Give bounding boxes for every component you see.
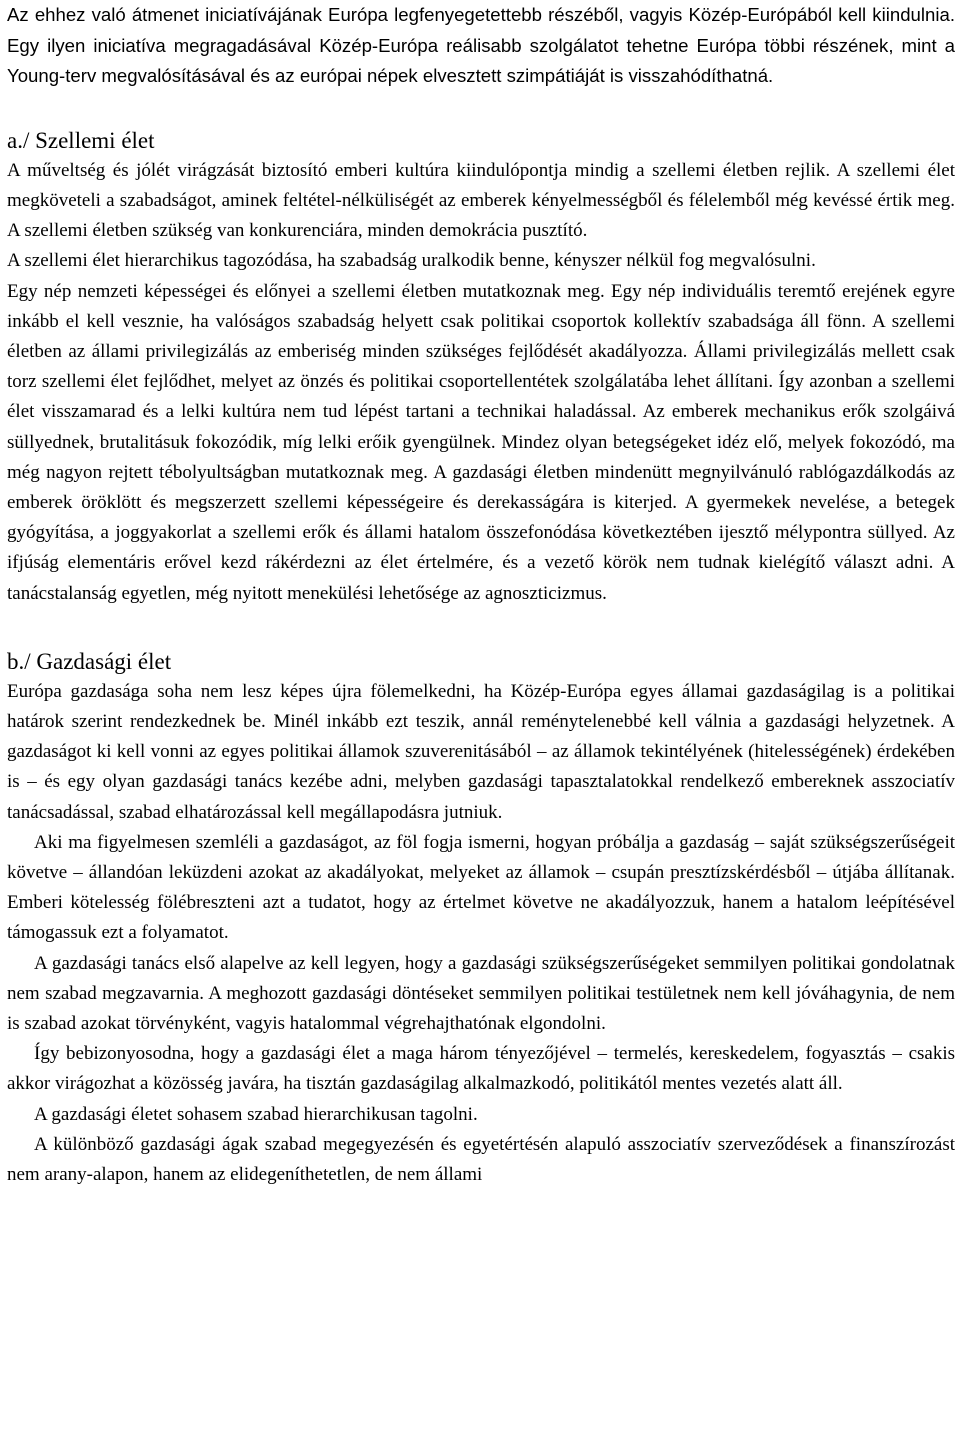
section-b-title: b./ Gazdasági élet — [7, 648, 172, 674]
section-a-title: a./ Szellemi élet — [7, 127, 155, 153]
section-a-paragraph-1: A műveltség és jólét virágzását biztosító emberi kultúra kiindulópontja mindig a szellemi életben rejlik. A szellemi élet megköveteli a szabadságot, aminek feltétel-nélküliségét az emberek kényelmességből és félelemből még kevéssé értik meg. A szellemi életben szükség van konkurenciára, minden demokrácia pusztító. — [7, 159, 955, 242]
intro-paragraph: Az ehhez való átmenet iniciatívájának Európa legfenyegetettebb részéből, vagyis Közép-Európából kell kiindulnia. Egy ilyen iniciatíva megragadásával Közép-Európa reálisabb szolgálatot tehetne Európa többi részének, mint a Young-terv megvalósításával és az európai népek elvesztett szimpátiáját is visszahódíthatná. — [7, 4, 955, 87]
section-b-paragraph-5: A gazdasági életet sohasem szabad hierarchikusan tagolni. — [34, 1103, 478, 1125]
section-b-paragraph-2: Aki ma figyelmesen szemléli a gazdaságot, az föl fogja ismerni, hogyan próbálja a gazdaság – saját szükségszerűségeit követve – állandóan leküzdeni azokat az akadályokat, melyeket az államok – csupán presztízskérdésből – útjába állítanak. Emberi kötelesség fölébreszteni azt a tudatot, hogy az értelmet követve ne akadályozzuk, hanem a hatalom leépítésével támogassuk ezt a folyamatot. — [7, 831, 955, 944]
document-page — [7, 0, 955, 1190]
section-b-paragraph-3: A gazdasági tanács első alapelve az kell legyen, hogy a gazdasági szükségszerűségeket semmilyen politikai gondolatnak nem szabad megzavarnia. A meghozott gazdasági döntéseket semmilyen politikai testületnek nem kell jóváhagynia, de nem is szabad azokat törvényként, vagyis hatalommal végrehajthatónak elgondolni. — [7, 952, 955, 1035]
section-b-paragraph-6: A különböző gazdasági ágak szabad megegyezésén és egyetértésén alapuló asszociatív szerveződések a finanszírozást nem arany-alapon, hanem az elidegeníthetetlen, de nem állami — [7, 1133, 955, 1186]
section-a-paragraph-3: Egy nép nemzeti képességei és előnyei a szellemi életben mutatkoznak meg. Egy nép individuális teremtő erejének egyre inkább el kell vesznie, ha valóságos szabadság helyett csak politikai csoportok kollektív szabadsága áll fönn. A szellemi életben az állami privilegizálás az emberiség minden szükséges fejlődését akadályozza. Állami privilegizálás mellett csak torz szellemi élet fejlődhet, melyet az önzés és politikai csoportellentétek szolgálatába lehet állítani. Így azonban a szellemi élet visszamarad és a lelki kultúra nem tud lépést tartani a technikai haladással. Az emberek mechanikus erők szolgáivá süllyednek, brutalitásuk fokozódik, míg lelki erőik gyengülnek. Mindez olyan betegségeket idéz elő, melyek fokozódó, ma még nagyon rejtett tébolyultságban mutatkoznak meg. A gazdasági életben mindenütt megnyilvánuló rablógazdálkodás az emberek öröklött és megszerzett szellemi képességeire és derekasságára is kiterjed. A gyermekek nevelése, a betegek gyógyítása, a joggyakorlat a szellemi erők és állami hatalom összefonódása következtében ijesztő mélypontra süllyed. Az ifjúság elementáris erővel kezd rákérdezni az élet értelmére, és a vezető körök nem tudnak kielégítő választ adni. A tanácstalanság egyetlen, még nyitott menekülési lehetősége az agnoszticizmus. — [7, 280, 955, 604]
section-b-paragraph-1: Európa gazdasága soha nem lesz képes újra fölemelkedni, ha Közép-Európa egyes államai gazdaságilag is a politikai határok szerint rendezkednek be. Minél inkább ezt teszik, annál reménytelenebbé kell válnia a gazdasági helyzetnek. A gazdaságot ki kell vonni az egyes politikai államok szuverenitásából – az államok tekintélyének (hitelességének) érdekében is – és egy olyan gazdasági tanács kezébe adni, melyben gazdasági tapasztalatokkal rendelkező embereknek asszociatív tanácsadással, szabad elhatározással kell megállapodásra jutniuk. — [7, 680, 955, 823]
section-b-paragraph-4: Így bebizonyosodna, hogy a gazdasági élet a maga három tényezőjével – termelés, kereskedelem, fogyasztás – csakis akkor virágozhat a közösség javára, ha tisztán gazdaságilag alkalmazkodó, politikától mentes vezetés alatt áll. — [7, 1043, 955, 1095]
section-a-paragraph-2: A szellemi élet hierarchikus tagozódása, ha szabadság uralkodik benne, kényszer nélkül fog megvalósulni. — [7, 250, 816, 272]
